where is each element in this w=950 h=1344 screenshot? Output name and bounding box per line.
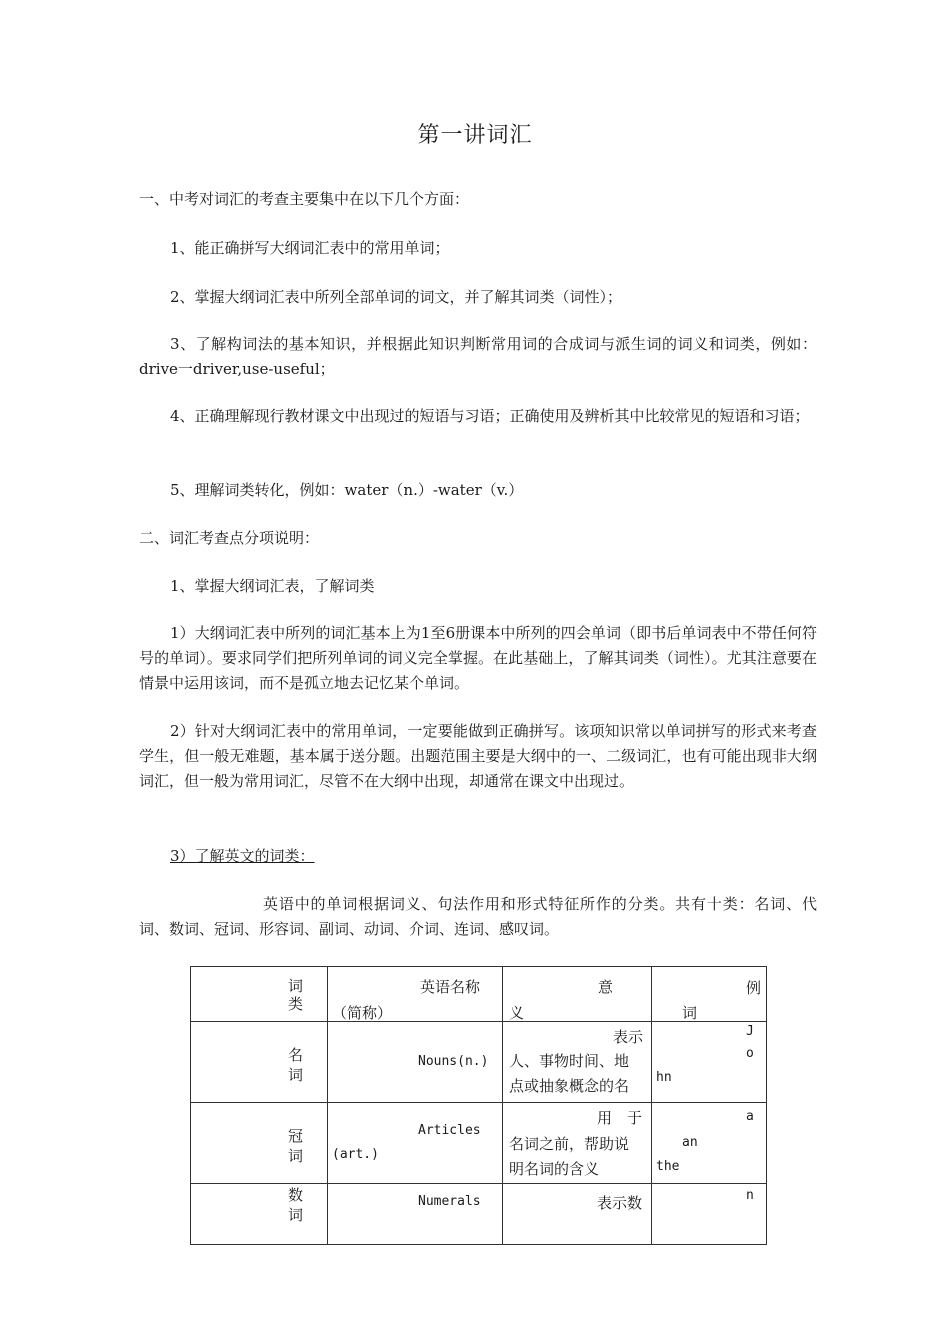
- header-cell-example: 例 词: [652, 967, 767, 1022]
- header-cell-meaning: 意 义: [503, 967, 652, 1022]
- section2-para3: 英语中的单词根据词义、句法作用和形式特征所作的分类。共有十类：名词、代词、数词、冠词、形容词、副词、动词、介词、连词、感叹词。: [139, 895, 817, 938]
- section1-item-3: 3、了解构词法的基本知识，并根据此知识判断常用词的合成词与派生词的词义和词类，例如：drive一driver,use-useful；: [139, 335, 817, 378]
- section2-heading: 二、词汇考查点分项说明：: [139, 529, 320, 547]
- table-header-row: [191, 967, 767, 1022]
- section1-item-2: 2、掌握大纲词汇表中所列全部单词的词文，并了解其词类（词性）；: [170, 288, 623, 306]
- table-row: 名 词 Nouns(n.) 表示 人、事物时间、地 点或抽象概念的名 J o hn: [191, 1022, 767, 1103]
- section2-para3-heading: [139, 844, 817, 869]
- section1-item-5: 5、理解词类转化，例如：water（n.）-water（v.）: [170, 481, 524, 499]
- page-title: 第一讲词汇: [417, 123, 533, 148]
- para3-heading-text: 3）了解英文的词类：: [170, 847, 315, 865]
- section1-heading: 一、中考对词汇的考查主要集中在以下几个方面：: [139, 190, 470, 208]
- section2-para1: 1）大纲词汇表中所列的词汇基本上为1至6册课本中所列的四会单词（即书后单词表中不带任何符号的单词）。要求同学们把所列单词的词义完全掌握。在此基础上，了解其词类（词性）。尤其注意要在情景中运用该词，而不是孤立地去记忆某个单词。: [139, 624, 817, 692]
- word-class-table: [189, 966, 765, 1224]
- section1-item-1: 1、能正确拼写大纲词汇表中的常用单词；: [170, 239, 450, 257]
- section2-sub1: 1、掌握大纲词汇表，了解词类: [170, 577, 375, 595]
- header-cell-name: 英语名称 （简称）: [328, 967, 503, 1022]
- table-row: 冠 词 Articles (art.) 用 于 名词之前，帮助说 明名词的含义 a an the: [191, 1103, 767, 1184]
- table-row: 数 词 Numerals 表示数 n: [191, 1184, 767, 1245]
- header-cell-class: 词 类: [191, 967, 328, 1022]
- section2-para2: 2）针对大纲词汇表中的常用单词，一定要能做到正确拼写。该项知识常以单词拼写的形式来考查学生，但一般无难题，基本属于送分题。出题范围主要是大纲中的一、二级词汇，也有可能出现非大纲词汇，但一般为常用词汇，尽管不在大纲中出现，却通常在课文中出现过。: [139, 722, 817, 790]
- section1-item-4: 4、正确理解现行教材课文中出现过的短语与习语；正确使用及辨析其中比较常见的短语和习语；: [170, 407, 810, 425]
